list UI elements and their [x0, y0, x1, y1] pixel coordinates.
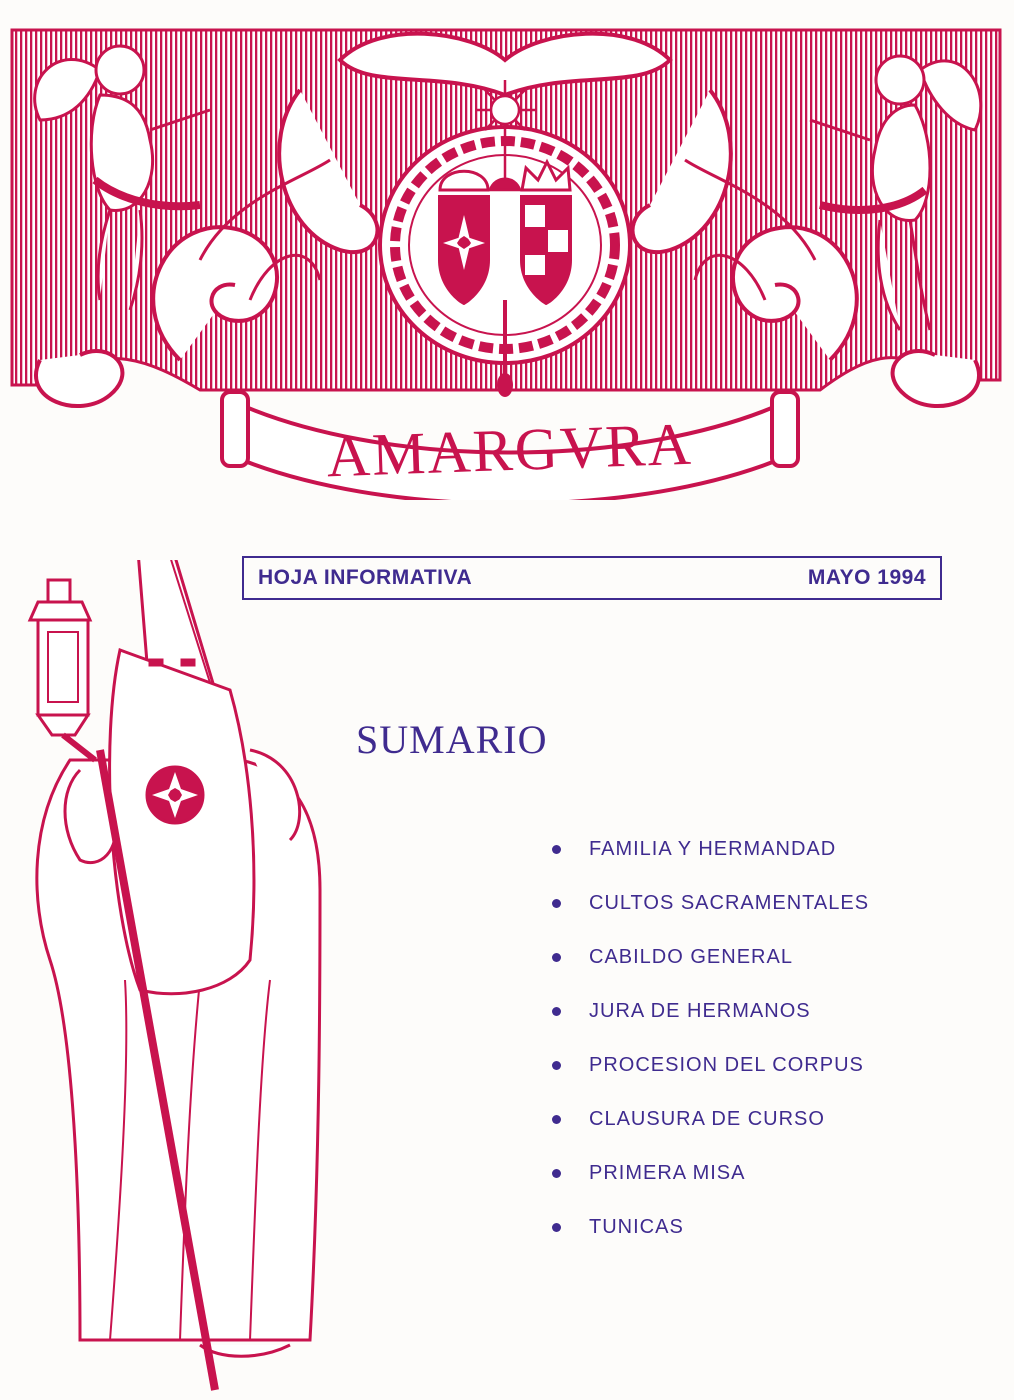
toc-item [548, 822, 869, 876]
toc-item [548, 876, 869, 930]
bullet-icon [552, 1007, 561, 1016]
bullet-icon [552, 1061, 561, 1070]
table-of-contents [548, 822, 869, 1254]
lantern-icon [30, 580, 95, 760]
info-bar [242, 556, 942, 600]
publication-date: MAYO 1994 [807, 566, 926, 589]
toc-item [548, 1092, 869, 1146]
banner-title: AMARGVRA [325, 410, 694, 490]
title-banner [222, 392, 798, 500]
toc-item-label: CULTOS SACRAMENTALES [589, 891, 870, 914]
toc-item [548, 1146, 869, 1200]
bullet-icon [552, 845, 561, 854]
toc-item [548, 984, 869, 1038]
toc-item-label: CLAUSURA DE CURSO [589, 1107, 825, 1130]
toc-item-label: PROCESION DEL CORPUS [589, 1053, 864, 1076]
bullet-icon [552, 1223, 561, 1232]
toc-item [548, 1200, 869, 1254]
toc-item-label: FAMILIA Y HERMANDAD [589, 837, 837, 860]
bullet-icon [552, 899, 561, 908]
publication-type: HOJA INFORMATIVA [258, 566, 473, 589]
toc-item-label: JURA DE HERMANOS [589, 999, 811, 1022]
toc-item [548, 1038, 869, 1092]
toc-item-label: PRIMERA MISA [589, 1161, 746, 1184]
toc-item-label: CABILDO GENERAL [589, 945, 793, 968]
toc-item-label: TUNICAS [589, 1215, 684, 1238]
sumario-title: SUMARIO [356, 717, 548, 762]
bullet-icon [552, 1169, 561, 1178]
maltese-cross-icon [147, 767, 203, 823]
bullet-icon [552, 953, 561, 962]
header-engraving [0, 0, 1014, 500]
toc-item [548, 930, 869, 984]
penitent-nazareno-icon [0, 560, 360, 1400]
bullet-icon [552, 1115, 561, 1124]
